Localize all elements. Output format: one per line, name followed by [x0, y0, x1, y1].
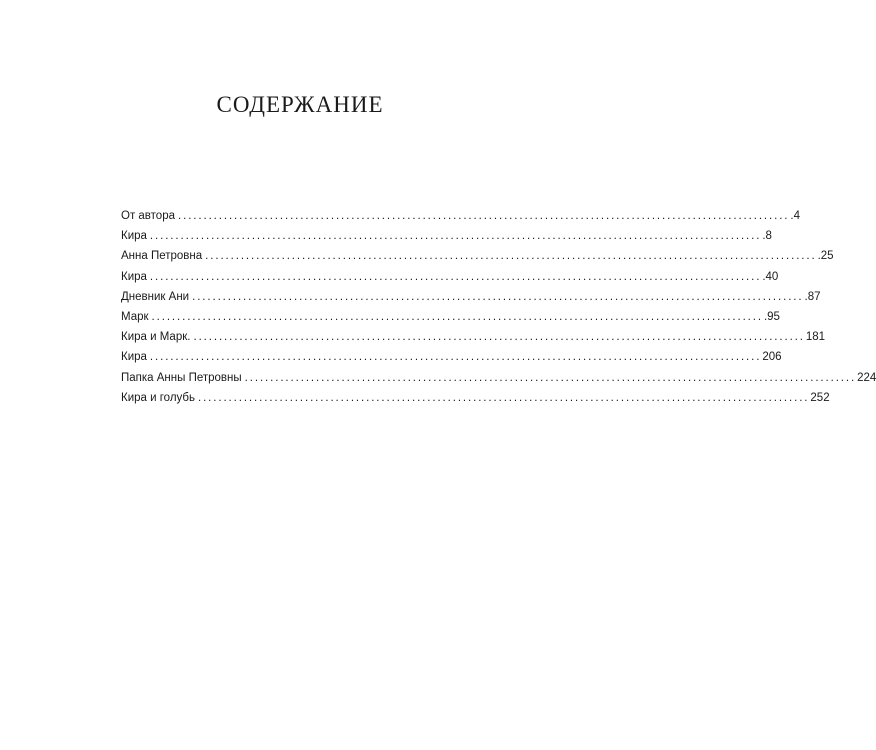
toc-entry-page: 224: [857, 371, 876, 384]
toc-entry: [121, 327, 826, 347]
toc-entry-page: 252: [810, 391, 830, 404]
dot-leader: ........................................................................................................................: [149, 270, 762, 283]
toc-entry: [121, 246, 834, 266]
dot-leader: ........................................................................................................................: [244, 371, 857, 384]
toc-entry-title: Марк: [121, 310, 149, 323]
dot-leader: ........................................................................................................................: [178, 210, 790, 222]
dot-leader: ........................................................................................................................: [151, 310, 763, 323]
toc-entry-page: .8: [762, 230, 772, 243]
toc-entry-title: Кира: [121, 351, 147, 364]
toc-entry: [121, 368, 876, 388]
toc-entry-title: Кира и Марк.: [121, 331, 191, 344]
toc-entry-title: Кира: [121, 230, 147, 243]
dot-leader: ........................................................................................................................: [149, 230, 762, 243]
toc-entry-title: Анна Петровна: [121, 250, 203, 263]
dot-leader: ........................................................................................................................: [192, 290, 804, 303]
dot-leader: ........................................................................................................................: [149, 351, 762, 364]
toc-entry-title: Кира и голубь: [121, 391, 195, 404]
toc-entry: [121, 226, 772, 246]
toc-entry-page: .25: [817, 250, 834, 263]
toc-entry: [121, 388, 830, 408]
dot-leader: ........................................................................................................................: [197, 391, 810, 404]
toc-entry-page: .95: [763, 310, 780, 323]
toc-entry-page: 181: [805, 331, 826, 344]
toc-entry-title: От автора: [121, 210, 175, 222]
toc-entry-page: .40: [762, 270, 779, 283]
dot-leader: ........................................................................................................................: [193, 331, 805, 344]
toc-entry: [121, 287, 821, 307]
toc-entry-page: 206: [762, 351, 782, 364]
toc-entry: [121, 206, 801, 226]
table-of-contents: [121, 206, 876, 408]
page-title: СОДЕРЖАНИЕ: [216, 92, 384, 117]
toc-entry: [121, 307, 780, 327]
toc-entry-title: Кира: [121, 270, 147, 283]
toc-entry-title: Дневник Ани: [121, 290, 190, 303]
toc-entry-page: .87: [804, 290, 821, 303]
dot-leader: ........................................................................................................................: [205, 250, 817, 263]
toc-entry-title: Папка Анны Петровны: [121, 371, 242, 384]
toc-entry-page: .4: [790, 210, 801, 222]
toc-entry: [121, 267, 779, 287]
toc-entry: [121, 347, 782, 367]
